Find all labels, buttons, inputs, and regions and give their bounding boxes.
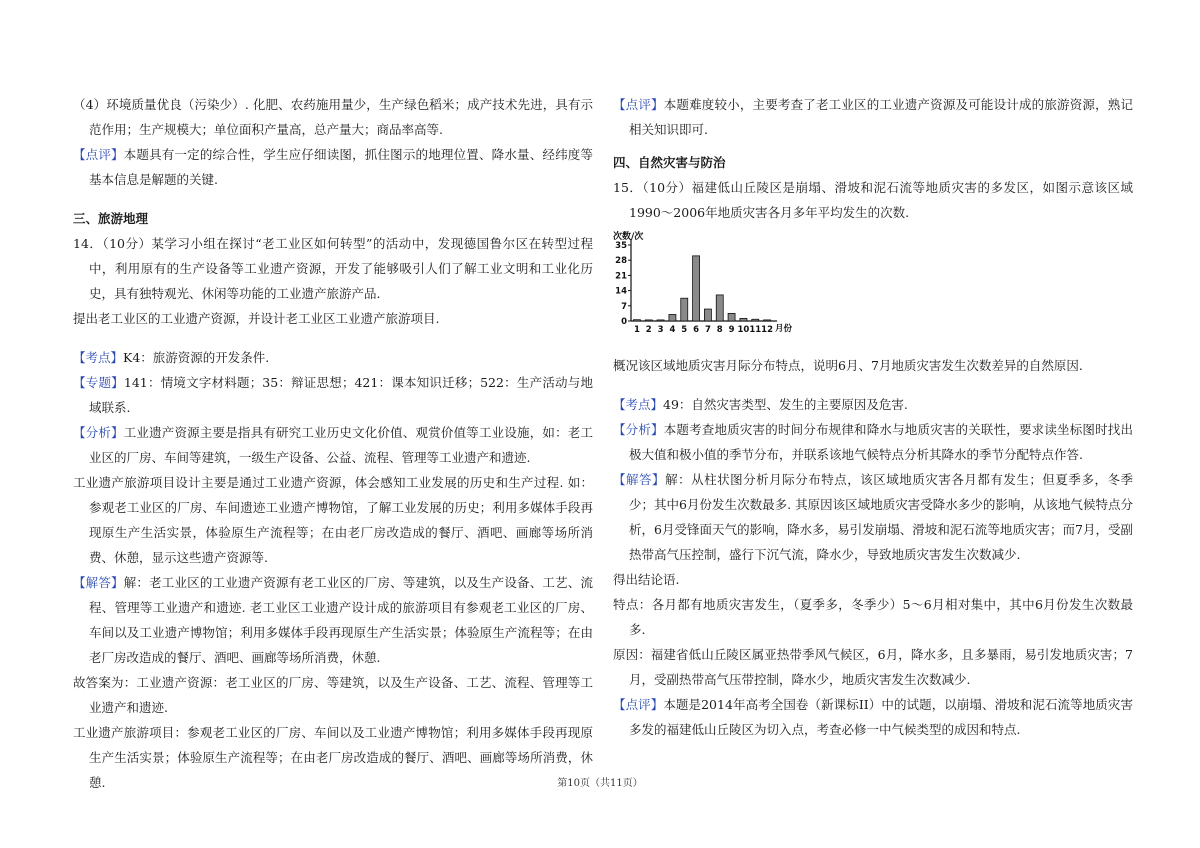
bar-month-12: [764, 320, 771, 321]
bar-month-6: [693, 256, 700, 321]
zhuanti-tag: 【专题】: [73, 375, 124, 390]
x-tick-label: 7: [704, 325, 711, 335]
x-tick-label: 6: [693, 325, 700, 335]
q14-ask: 提出老工业区的工业遗产资源，并设计老工业区工业遗产旅游项目.: [73, 311, 440, 326]
x-tick-label: 2: [645, 325, 652, 335]
q14-fenxi-2: 工业遗产旅游项目设计主要是通过工业遗产资源，体会感知工业发展的历史和生产过程. 如：参观老工业区的厂房、车间遗迹工业遗产博物馆，了解工业发展的历史；利用多媒体手段再现原生产生活实景，体验原生产流程等；在由老厂房改造成的餐厅、酒吧、画廊等场所消费、休憩，显示这些遗产资源等.: [73, 475, 593, 565]
x-tick-label: 1: [633, 325, 640, 335]
q14-zhuanti: [73, 370, 593, 420]
x-tick-label: 12: [761, 325, 774, 335]
x-tick-label: 4: [669, 325, 676, 335]
q15-conclusion: 得出结论语.: [613, 572, 680, 587]
q15-comment: [613, 692, 1133, 742]
y-tick-label: 14: [615, 286, 627, 297]
bar-month-10: [740, 318, 747, 321]
bar-month-1: [633, 320, 640, 321]
bar-month-3: [657, 320, 664, 321]
y-tick-label: 28: [615, 256, 627, 267]
comment-text: 本题具有一定的综合性，学生应仔细读图，抓住图示的地理位置、降水量、经纬度等基本信息是解题的关键.: [89, 147, 593, 187]
comment-text: 本题是2014年高考全国卷（新课标II）中的试题，以崩塌、滑坡和泥石流等地质灾害多发的福建低山丘陵区为切入点，考查必修一中气候类型的成因和特点.: [629, 697, 1133, 737]
bar-month-2: [645, 320, 652, 321]
page-footer: 第10页（共11页）: [557, 778, 643, 789]
bar-month-5: [681, 298, 688, 321]
jieda-text: 解：老工业区的工业遗产资源有老工业区的厂房、等建筑，以及生产设备、工艺、流程、管理等工业遗产和遗迹. 老工业区工业遗产设计成的旅游项目有参观老工业区的厂房、车间以及工业遗产博物馆；利用多媒体手段再现原生产生活实景；体验原生产流程等；在由老厂房改造成的餐厅、酒吧、画廊等场所消费，休憩.: [89, 575, 593, 665]
bar-month-8: [716, 295, 723, 321]
q13-item4: （4）环境质量优良（污染少）. 化肥、农药施用量少，生产绿色稻米；成产技术先进，具有示范作用；生产规模大；单位面积产量高，总产量大；商品率高等.: [73, 97, 593, 137]
q14-answer-1: 故答案为：工业遗产资源：老工业区的厂房、等建筑，以及生产设备、工艺、流程、管理等工业遗产和遗迹.: [73, 675, 593, 715]
left-column: [73, 92, 593, 795]
y-tick-label: 35: [615, 241, 627, 251]
q14-comment: [613, 92, 1133, 142]
x-tick-label: 9: [728, 325, 735, 335]
jieda-tag: 【解答】: [613, 472, 666, 487]
q14-answer-2: 工业遗产旅游项目：参观老工业区的厂房、车间以及工业遗产博物馆；利用多媒体手段再现原生产生活实景；体验原生产流程等；在由老厂房改造成的餐厅、酒吧、画廊等场所消费，休憩.: [73, 725, 593, 790]
comment-tag: 【点评】: [613, 97, 664, 112]
kaodian-tag: 【考点】: [613, 397, 664, 412]
y-tick-label: 7: [621, 301, 627, 312]
bar-month-4: [669, 314, 676, 321]
q13-comment: [73, 142, 593, 192]
chart-svg: [613, 229, 793, 345]
section-3-title: 三、旅游地理: [73, 211, 149, 226]
q15-fenxi: [613, 417, 1133, 467]
x-tick-label: 11: [749, 325, 762, 335]
bar-month-7: [704, 309, 711, 321]
q15-stem: 15．（10分）福建低山丘陵区是崩塌、滑坡和泥石流等地质灾害的多发区，如图示意该区域1990～2006年地质灾害各月多年平均发生的次数.: [613, 180, 1133, 220]
q14-stem: 14．（10分）某学习小组在探讨“老工业区如何转型”的活动中，发现德国鲁尔区在转型过程中，利用原有的生产设备等工业遗产资源，开发了能够吸引人们了解工业文明和工业化历史，具有独特观光、休闲等功能的工业遗产旅游产品.: [73, 236, 593, 301]
x-tick-label: 3: [657, 325, 664, 335]
q15-ask: 概况该区域地质灾害月际分布特点，说明6月、7月地质灾害发生次数差异的自然原因.: [613, 358, 1083, 373]
y-axis-label: 次数/次: [613, 232, 644, 242]
fenxi-text: 工业遗产资源主要是指具有研究工业历史文化价值、观赏价值等工业设施，如：老工业区的厂房、车间等建筑，一级生产设备、公益、流程、管理等工业遗产和遗迹.: [89, 425, 593, 465]
comment-text: 本题难度较小，主要考查了老工业区的工业遗产资源及可能设计成的旅游资源，熟记相关知识即可.: [629, 97, 1133, 137]
y-tick-label: 0: [621, 317, 627, 327]
section-4-title: 四、自然灾害与防治: [613, 155, 726, 170]
q15-jieda: [613, 467, 1133, 567]
q14-fenxi: [73, 420, 593, 470]
q15-reason: 原因：福建省低山丘陵区属亚热带季风气候区，6月，降水多，且多暴雨，易引发地质灾害；7月，受副热带高气压带控制，降水少，地质灾害发生次数减少.: [613, 647, 1133, 687]
q14-jieda: [73, 570, 593, 670]
x-tick-label: 10: [737, 325, 750, 335]
q15-kaodian: [613, 392, 1133, 417]
kaodian-tag: 【考点】: [73, 350, 124, 365]
right-column: [613, 92, 1133, 742]
chart-layer: [615, 239, 777, 335]
y-tick-label: 21: [615, 271, 627, 282]
jieda-text: 解：从柱状图分析月际分布特点，该区域地质灾害各月都有发生；但夏季多，冬季少；其中6月份发生次数最多. 其原因该区域地质灾害受降水多少的影响，从该地气候特点分析，6月受锋面天气的影响，降水多，易引发崩塌、滑坡和泥石流等地质灾害；而7月，受副热带高气压控制，盛行下沉气流，降水少，导致地质灾害发生次数减少.: [629, 472, 1133, 562]
comment-tag: 【点评】: [613, 697, 664, 712]
jieda-tag: 【解答】: [73, 575, 124, 590]
disaster-bar-chart: [613, 229, 793, 345]
x-tick-label: 8: [716, 325, 723, 335]
fenxi-text: 本题考查地质灾害的时间分布规律和降水与地质灾害的关联性，要求读坐标图时找出极大值和极小值的季节分布，并联系该地气候特点分析其降水的季节分配特点作答.: [629, 422, 1133, 462]
kaodian-text: 49：自然灾害类型、发生的主要原因及危害.: [663, 397, 908, 412]
q14-kaodian: [73, 345, 593, 370]
x-axis-label: 月份: [775, 324, 793, 334]
q15-feature: 特点：各月都有地质灾害发生，（夏季多，冬季少）5～6月相对集中，其中6月份发生次数最多.: [613, 597, 1133, 637]
x-tick-label: 5: [681, 325, 688, 335]
fenxi-tag: 【分析】: [73, 425, 124, 440]
fenxi-tag: 【分析】: [613, 422, 664, 437]
bar-month-11: [752, 319, 759, 321]
kaodian-text: K4：旅游资源的开发条件.: [123, 350, 270, 365]
bar-month-9: [728, 313, 735, 321]
zhuanti-text: 141：情境文字材料题；35：辩证思想；421：课本知识迁移；522：生产活动与地域联系.: [89, 375, 593, 415]
comment-tag: 【点评】: [73, 147, 124, 162]
